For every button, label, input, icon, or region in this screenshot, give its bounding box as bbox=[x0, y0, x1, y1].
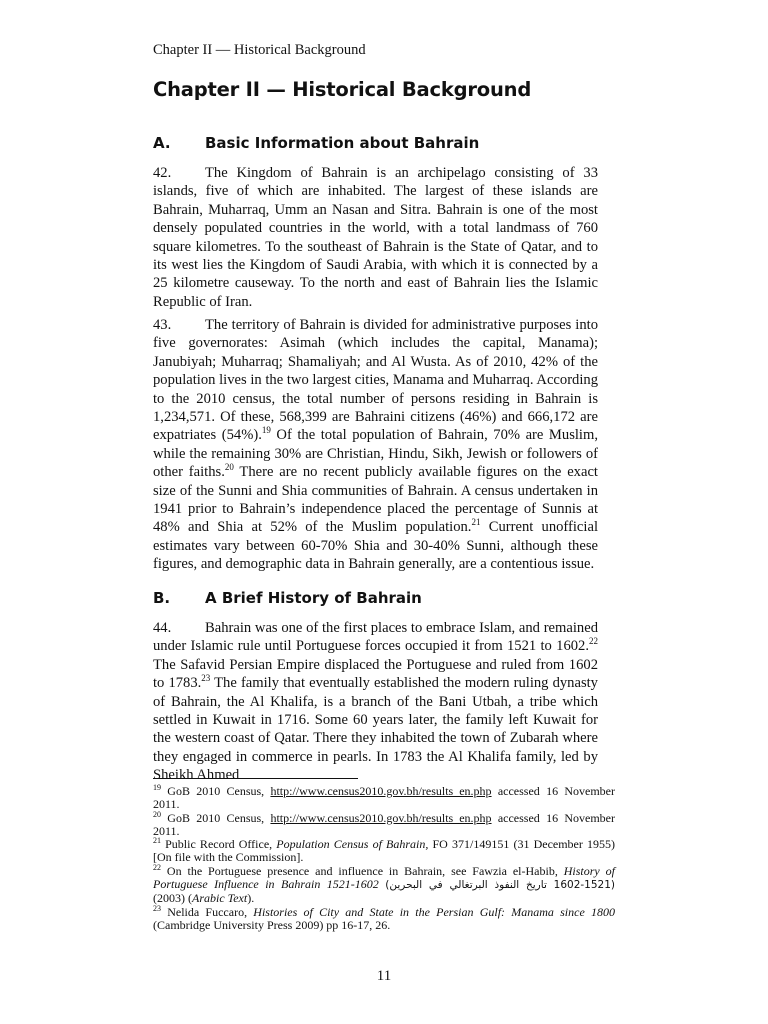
paragraph-42 bbox=[153, 164, 598, 311]
footnote-number: 19 bbox=[153, 783, 161, 792]
footnote-text: (Cambridge University Press 2009) pp 16-17, 26. bbox=[153, 917, 391, 932]
footnote-text: FO 371/149151 (31 December 1955) [On file with the Commission]. bbox=[153, 837, 616, 865]
arabic-title: (1602-1521 تاريخ النفوذ البرتغالي في البحرين) bbox=[385, 879, 616, 892]
section-heading-b bbox=[153, 589, 422, 607]
footnote-number: 20 bbox=[153, 809, 161, 819]
running-header: Chapter II — Historical Background bbox=[153, 42, 366, 58]
footnotes bbox=[153, 785, 615, 932]
footnote-title: History of Portuguese Influence in Bahrain 1521-1602 bbox=[153, 863, 615, 892]
paragraph-number: 43. bbox=[153, 317, 172, 333]
footnote-text: accessed 16 November 2011. bbox=[153, 810, 615, 838]
paragraph-text: There are no recent publicly available figures on the exact size of the Sunni and Shia communities of Bahrain. A census undertaken in 1941 prior to Bahrain’s independence placed the percentage of Sunnis at 48% and Shia at 52% of the Muslim population. bbox=[153, 464, 598, 536]
footnote-title: Population Census of Bahrain, bbox=[276, 837, 429, 852]
footnote-text: ). bbox=[247, 891, 255, 906]
footnote-text: (2003) ( bbox=[153, 891, 192, 906]
paragraph-44 bbox=[153, 619, 598, 785]
footnote-19 bbox=[153, 785, 615, 812]
section-title: A Brief History of Bahrain bbox=[205, 589, 422, 607]
section-letter: B. bbox=[153, 589, 171, 607]
page-number: 11 bbox=[376, 968, 392, 984]
paragraph-text: The family that eventually established the modern ruling dynasty of Bahrain, the Al Khalifa, is a branch of the Bani Utbah, a tribe which settled in Kuwait in 1716. Some 60 years later, the family left Kuwait for the western coast of Qatar. There they inhabited the town of Zubarah where they engaged in commerce in pearls. In 1783 the Al Khalifa family, led by Sheikh Ahmed bbox=[153, 675, 598, 784]
footnote-23 bbox=[153, 903, 615, 933]
census-link[interactable]: http://www.census2010.gov.bh/results_en.php bbox=[270, 784, 492, 798]
footnote-text: Nelida Fuccaro, bbox=[161, 904, 254, 919]
footnote-text: GoB 2010 Census, bbox=[161, 810, 271, 825]
footnote-text: accessed 16 November 2011. bbox=[153, 784, 615, 812]
footnote-21 bbox=[153, 838, 615, 865]
paragraph-43 bbox=[153, 316, 598, 574]
footnote-ref-23[interactable]: 23 bbox=[201, 673, 211, 684]
footnote-text: GoB 2010 Census, bbox=[161, 784, 271, 798]
footnote-22 bbox=[153, 862, 616, 906]
section-title: Basic Information about Bahrain bbox=[205, 134, 480, 152]
section-letter: A. bbox=[153, 134, 171, 152]
paragraph-text: The territory of Bahrain is divided for administrative purposes into five governorates: Asimah (which includes the capital, Manama); Janubiyah; Muharraq; Shamaliyah; and Al Wusta. As of 2010, 42% of the population lives in the two largest cities, Manama and Muharraq. According to the 2010 census, the total number of persons residing in Bahrain is 1,234,571. Of these, 568,399 are Bahraini citizens (46%) and 666,172 are expatriates (54%). bbox=[153, 317, 598, 444]
footnote-ref-19[interactable]: 19 bbox=[261, 425, 271, 436]
footnote-divider bbox=[153, 778, 358, 779]
paragraph-text: The Kingdom of Bahrain is an archipelago consisting of 33 islands, five of which are inhabited. The largest of these islands are Bahrain, Muharraq, Umm an Nasan and Sitra. Bahrain is one of the most densely populated countries in the world, with a total landmass of 760 square kilometres. To the southeast of Bahrain is the State of Qatar, and to its west lies the Kingdom of Saudi Arabia, with which it is connected by a 25 kilometre causeway. To the north and east of Bahrain lies the Islamic Republic of Iran. bbox=[153, 165, 598, 310]
chapter-title: Chapter II — Historical Background bbox=[153, 78, 532, 101]
section-heading-a bbox=[153, 134, 479, 152]
footnote-title: Histories of City and State in the Persian Gulf: Manama since 1800 bbox=[253, 904, 615, 919]
footnote-number: 23 bbox=[153, 903, 161, 913]
footnote-ref-21[interactable]: 21 bbox=[471, 517, 481, 528]
footnote-number: 22 bbox=[153, 862, 161, 872]
footnote-text: On the Portuguese presence and influence in Bahrain, see Fawzia el-Habib, bbox=[161, 863, 564, 878]
paragraph-number: 42. bbox=[153, 165, 172, 181]
paragraph-text: Current unofficial estimates vary between 60-70% Shia and 30-40% Sunni, although these figures, and demographic data in Bahrain generally, are a contentious issue. bbox=[153, 519, 598, 573]
paragraph-text: Bahrain was one of the first places to embrace Islam, and remained under Islamic rule until Portuguese forces occupied it from 1521 to 1602. bbox=[153, 620, 598, 655]
paragraph-text: The Safavid Persian Empire displaced the Portuguese and ruled from 1602 to 1783. bbox=[153, 656, 598, 692]
footnote-text: Public Record Office, bbox=[161, 837, 277, 852]
census-link[interactable]: http://www.census2010.gov.bh/results_en.php bbox=[270, 810, 492, 825]
footnote-ref-22[interactable]: 22 bbox=[589, 636, 598, 647]
footnote-note: Arabic Text bbox=[192, 891, 248, 906]
paragraph-text: Of the total population of Bahrain, 70% are Muslim, while the remaining 30% are Christian, Hindu, Sikh, Jewish or followers of other faiths. bbox=[153, 427, 598, 481]
paragraph-number: 44. bbox=[153, 620, 172, 636]
footnote-ref-20[interactable]: 20 bbox=[224, 462, 234, 473]
footnote-number: 21 bbox=[153, 836, 161, 846]
footnote-20 bbox=[153, 809, 615, 839]
